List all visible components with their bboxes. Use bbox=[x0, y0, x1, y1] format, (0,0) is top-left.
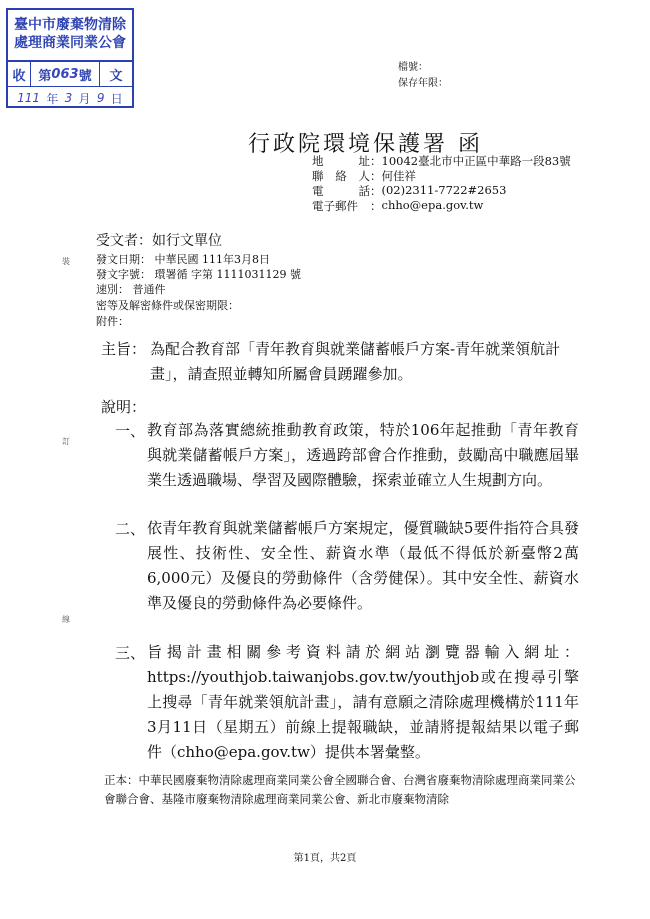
stamp-number: 063 bbox=[51, 66, 79, 82]
stamp-number-cell bbox=[31, 62, 100, 86]
stamp-number-row bbox=[8, 62, 132, 87]
contact-email: 電子郵件 ： chho@epa.gov.tw bbox=[312, 198, 484, 213]
contact-address-value: 10042臺北市中正區中華路一段83號 bbox=[381, 154, 571, 168]
item-number: 一、 bbox=[115, 422, 146, 440]
contact-email-value: chho@epa.gov.tw bbox=[381, 198, 484, 212]
contact-phone-value: (02)2311-7722#2653 bbox=[381, 183, 507, 197]
stamp-date-day-char: 日 bbox=[110, 91, 123, 106]
stamp-no-prefix: 第 bbox=[38, 68, 52, 84]
contact-phone: 電 話 ： (02)2311-7722#2653 bbox=[312, 183, 507, 198]
stamp-date-day: 9 bbox=[96, 91, 105, 105]
stamp-date-month-char: 月 bbox=[78, 91, 91, 106]
explanation-label: 說明： bbox=[101, 398, 147, 416]
explanation-item: 教育部為落實總統推動教育政策，特於106年起推動「青年教育與就業儲蓄帳戶方案」，透過跨部會合作推動，鼓勵高中職應屆畢業生透過職場、學習及國際體驗，探索並確立人生規劃方向。 bbox=[147, 421, 579, 489]
cc-block bbox=[104, 771, 584, 809]
stamp-org-line2: 處理商業同業公會 bbox=[14, 35, 126, 51]
stamp-doc-cell: 文 bbox=[109, 68, 123, 84]
contact-phone-label: 電 話 bbox=[312, 184, 370, 198]
stamp-date-year-char: 年 bbox=[46, 91, 59, 106]
retention-label: 保存年限： bbox=[398, 78, 448, 89]
subject-label: 主旨： bbox=[101, 340, 147, 358]
page-title: 行政院環境保護署 函 bbox=[248, 132, 483, 157]
receipt-stamp bbox=[6, 8, 134, 108]
stamp-date-row bbox=[8, 88, 132, 108]
cc-label: 正本： bbox=[104, 773, 139, 787]
contact-address: 地 址 ： 10042臺北市中正區中華路一段83號 bbox=[312, 154, 571, 168]
file-number-label: 檔號： bbox=[398, 62, 428, 73]
item-number: 二、 bbox=[115, 520, 146, 538]
stamp-date-month: 3 bbox=[64, 91, 73, 105]
page-number: 第1頁，共2頁 bbox=[293, 853, 357, 864]
secrecy-level: 密等及解密條件或保密期限： bbox=[96, 299, 239, 312]
binding-mark: 訂 bbox=[62, 437, 70, 446]
stamp-receive-cell: 收 bbox=[8, 62, 31, 86]
contact-address-label: 地 址 bbox=[312, 154, 370, 168]
contact-person-value: 何佳祥 bbox=[381, 169, 416, 183]
contact-person: 聯 絡 人 ： 何佳祥 bbox=[312, 169, 416, 183]
recipient: 受文者：如行文單位 bbox=[96, 233, 222, 249]
stamp-org-line1: 臺中市廢棄物清除 bbox=[14, 17, 126, 33]
item-number: 三、 bbox=[115, 644, 146, 662]
issue-date: 發文日期： 中華民國 111年3月8日 bbox=[96, 253, 270, 266]
binding-mark: 裝 bbox=[62, 257, 70, 266]
explanation-item: 依青年教育與就業儲蓄帳戶方案規定，優質職缺5要件指符合具發展性、技術性、安全性、薪資水準（最低不得低於新臺幣2萬6,000元）及優良的勞動條件（含勞健保）。其中安全性、薪資水準及優良的勞動條件為必要條件。 bbox=[147, 519, 579, 612]
stamp-organization bbox=[8, 10, 132, 62]
stamp-no-suffix: 號 bbox=[78, 68, 92, 84]
binding-mark: 線 bbox=[62, 615, 70, 624]
contact-email-label: 電子郵件 bbox=[312, 199, 358, 213]
subject-text: 為配合教育部「青年教育與就業儲蓄帳戶方案-青年就業領航計畫」，請查照並轉知所屬會員踴躍參加。 bbox=[150, 340, 561, 383]
contact-person-label: 聯 絡 人 bbox=[312, 169, 370, 183]
cc-text: 中華民國廢棄物清除處理商業同業公會全國聯合會、台灣省廢棄物清除處理商業同業公會聯合會、基隆市廢棄物清除處理商業同業公會、新北市廢棄物清除 bbox=[104, 773, 576, 806]
document-number: 發文字號： 環署循 字第 1111031129 號 bbox=[96, 268, 301, 281]
delivery-speed: 速別： 普通件 bbox=[96, 283, 166, 296]
attachment: 附件： bbox=[96, 315, 129, 328]
stamp-date-year: 111 bbox=[17, 91, 41, 105]
explanation-item: 旨揭計畫相關參考資料請於網站瀏覽器輸入網址：https://youthjob.taiwanjobs.gov.tw/youthjob或在搜尋引擎上搜尋「青年就業領航計畫」，請有意願之清除處理機構於111年3月11日（星期五）前線上提報職缺，並請將提報結果以電子郵件（chho@epa.gov.tw）提供本署彙整。 bbox=[147, 643, 579, 761]
